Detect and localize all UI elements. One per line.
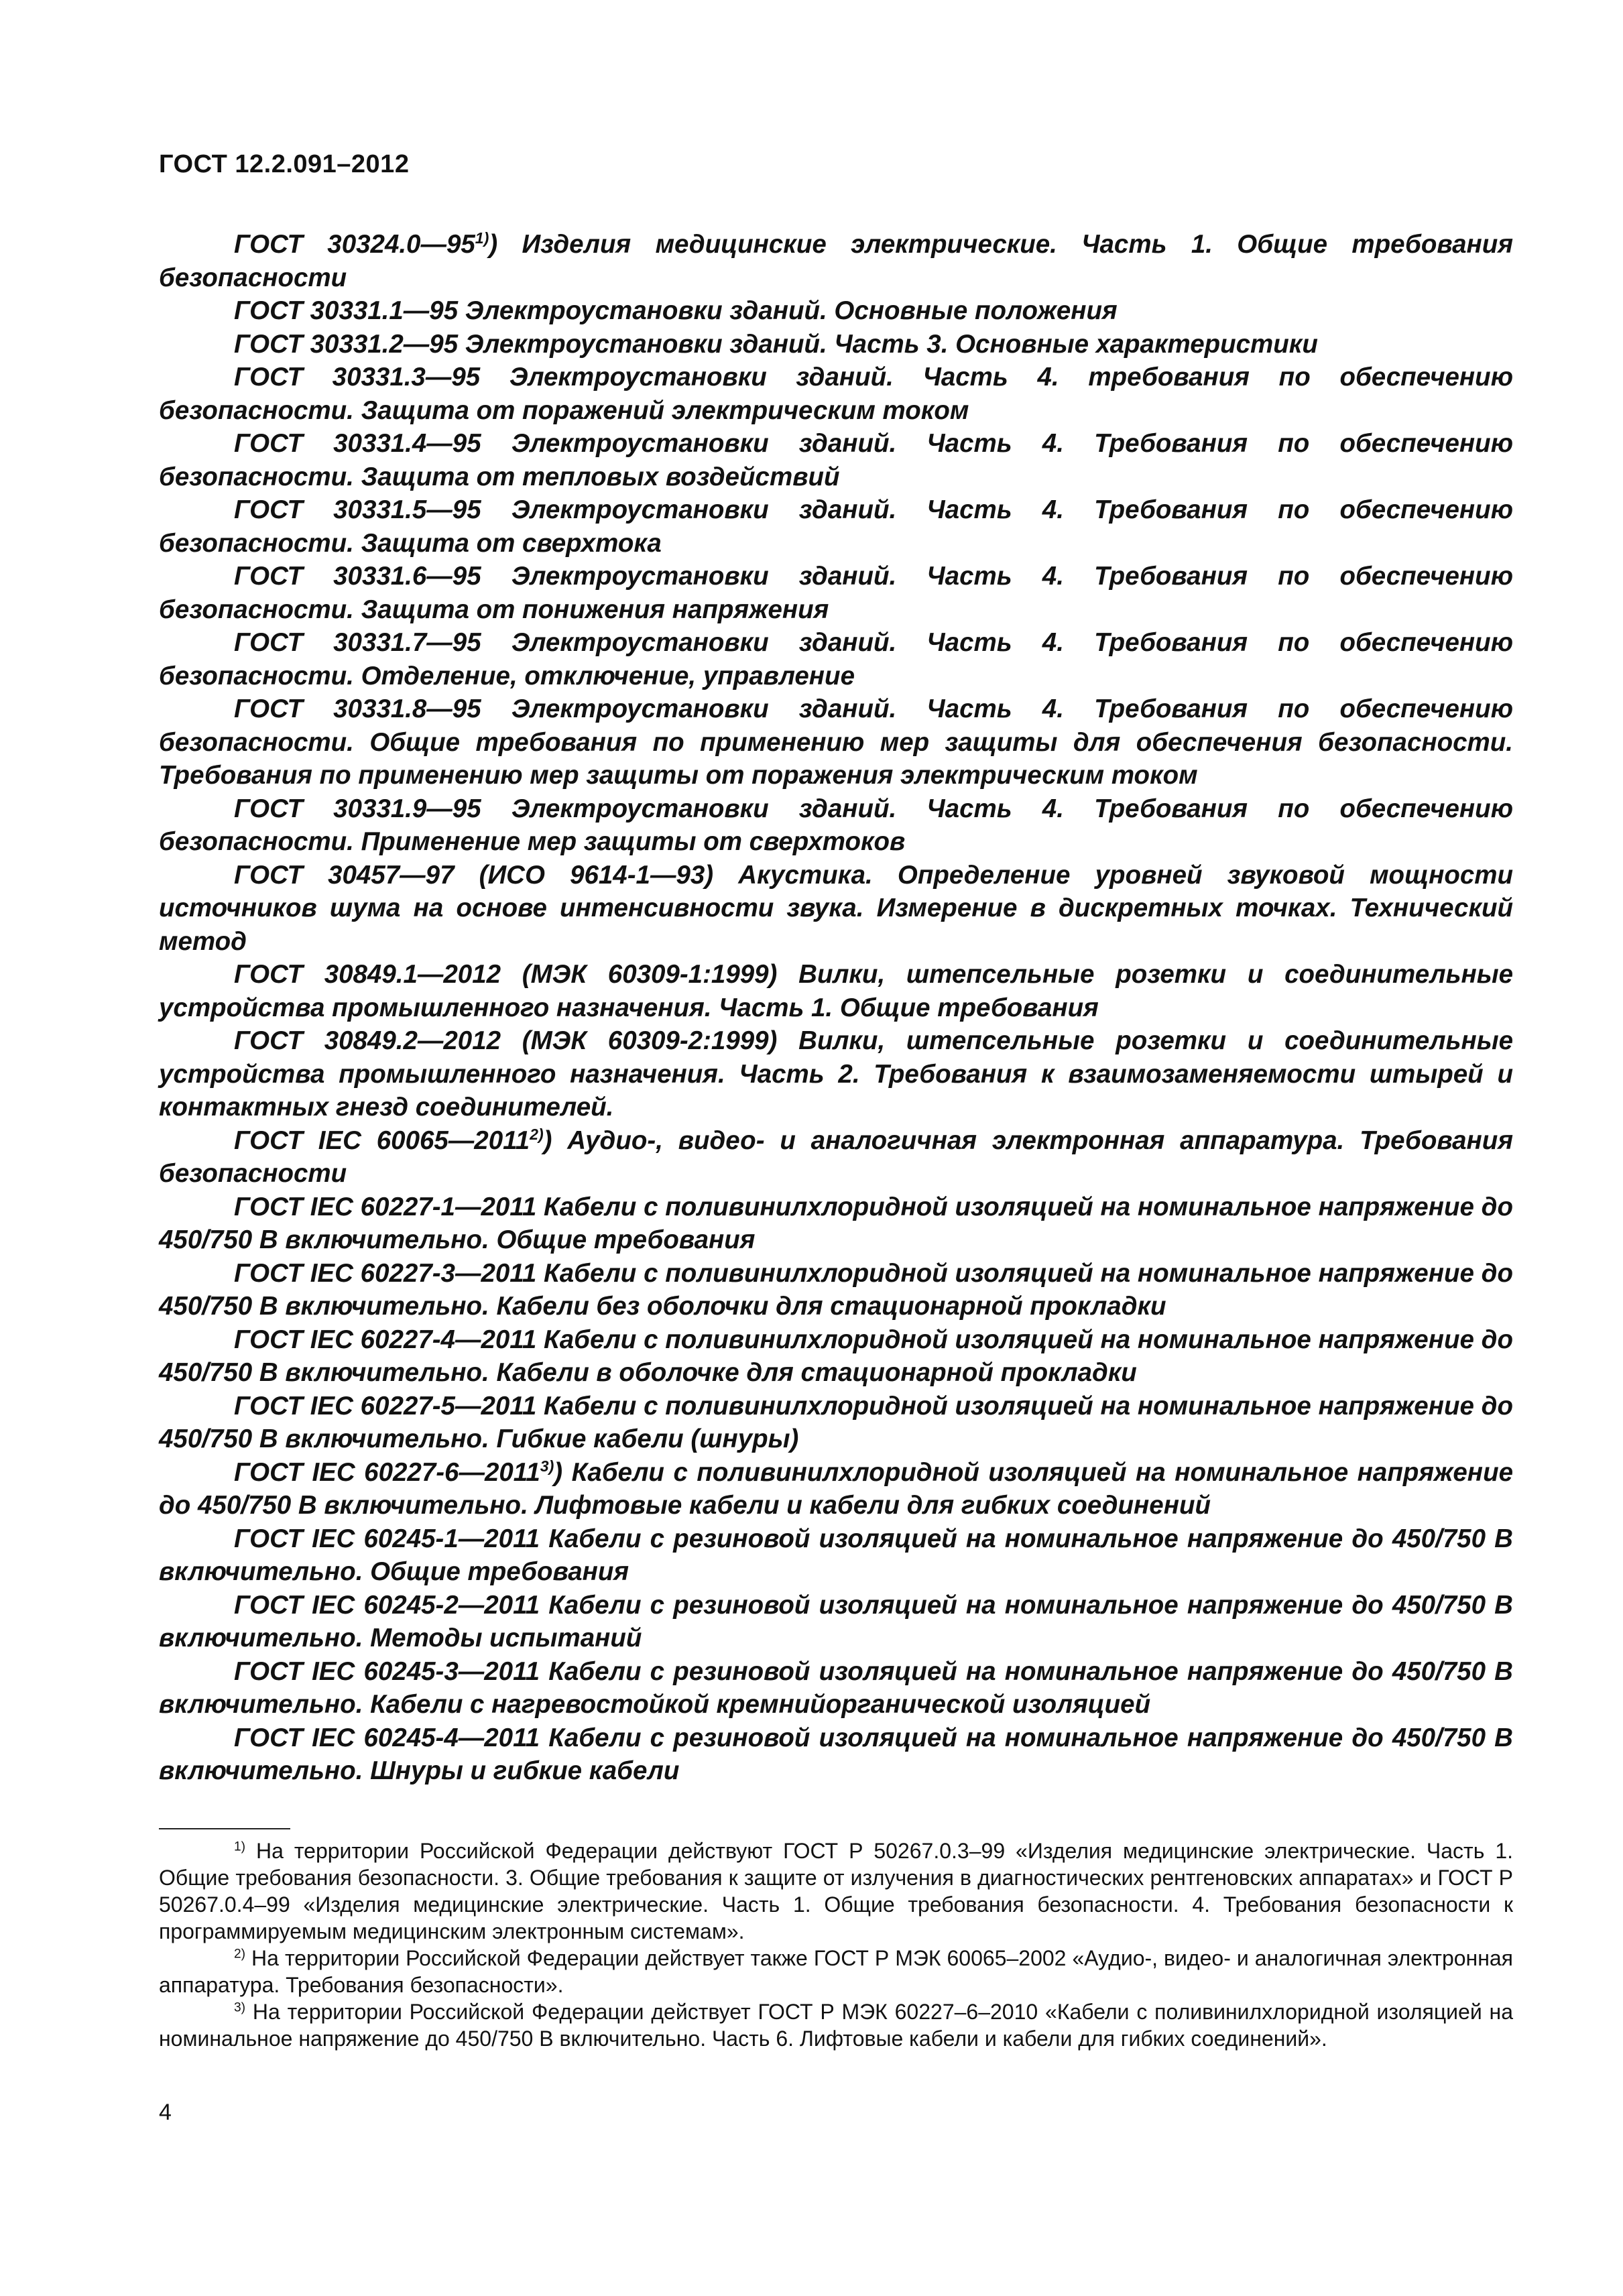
reference-text: ГОСТ IEC 60245-1—2011 Кабели с резиновой изоляцией на номинальное напряжение до 450/750 В включительно. Общие требования (159, 1524, 1513, 1586)
reference-text: ГОСТ IEC 60227-4—2011 Кабели с поливинилхлоридной изоляцией на номинальное напряжение до 450/750 В включительно. Кабели в оболочке для стационарной прокладки (159, 1325, 1513, 1387)
reference-item (159, 1024, 1513, 1124)
reference-text: ГОСТ IEC 60227-5—2011 Кабели с поливинилхлоридной изоляцией на номинальное напряжение до 450/750 В включительно. Гибкие кабели (шнуры) (159, 1391, 1513, 1453)
reference-text: ГОСТ 30331.7—95 Электроустановки зданий. Часть 4. Требования по обеспечению безопасности. Отделение, отключение, управление (159, 628, 1513, 690)
reference-text: ГОСТ 30849.1—2012 (МЭК 60309-1:1999) Вилки, штепсельные розетки и соединительные устройства промышленного назначения. Часть 1. Общие требования (159, 960, 1513, 1022)
reference-item (159, 427, 1513, 493)
reference-text: ГОСТ IEC 60227-3—2011 Кабели с поливинилхлоридной изоляцией на номинальное напряжение до 450/750 В включительно. Кабели без оболочки для стационарной прокладки (159, 1258, 1513, 1321)
footnote-item (159, 1945, 1513, 1998)
footnote-marker: 2) (530, 1125, 544, 1143)
reference-text-tail: ) Аудио-, видео- и аналогичная электронная аппаратура. Требования безопасности (159, 1126, 1513, 1188)
reference-item (159, 692, 1513, 792)
footnote-text: На территории Российской Федерации действует также ГОСТ Р МЭК 60065–2002 «Аудио-, видео- и аналогичная электронная аппаратура. Требования безопасности». (159, 1946, 1513, 1997)
reference-text: ГОСТ 30331.3—95 Электроустановки зданий. Часть 4. требования по обеспечению безопасности. Защита от поражений электрическим током (159, 363, 1513, 425)
reference-item (159, 1721, 1513, 1788)
reference-item (159, 228, 1513, 294)
footnote-marker: 3) (540, 1457, 554, 1475)
reference-item (159, 958, 1513, 1024)
reference-text: ГОСТ 30331.9—95 Электроустановки зданий. Часть 4. Требования по обеспечению безопасности. Применение мер защиты от сверхтоков (159, 794, 1513, 856)
reference-text: ГОСТ IEC 60227-1—2011 Кабели с поливинилхлоридной изоляцией на номинальное напряжение до 450/750 В включительно. Общие требования (159, 1192, 1513, 1254)
reference-item (159, 1456, 1513, 1522)
footnote-mark: 1) (234, 1839, 246, 1854)
reference-text: ГОСТ 30324.0—95 (234, 230, 475, 259)
reference-text: ГОСТ IEC 60065—2011 (234, 1126, 530, 1155)
reference-item (159, 1589, 1513, 1655)
reference-item (159, 361, 1513, 427)
footnote-item (159, 1998, 1513, 2052)
reference-item (159, 328, 1513, 361)
reference-text: ГОСТ 30457—97 (ИСО 9614-1—93) Акустика. Определение уровней звуковой мощности источников шума на основе интенсивности звука. Измерение в дискретных точках. Технический метод (159, 860, 1513, 956)
reference-text: ГОСТ IEC 60245-4—2011 Кабели с резиновой изоляцией на номинальное напряжение до 450/750 В включительно. Шнуры и гибкие кабели (159, 1723, 1513, 1785)
footnotes-block (159, 1837, 1513, 2052)
footnote-mark: 2) (234, 1947, 246, 1961)
footnote-marker: 1) (475, 229, 489, 247)
reference-item (159, 1257, 1513, 1323)
reference-text: ГОСТ 30331.4—95 Электроустановки зданий. Часть 4. Требования по обеспечению безопасности. Защита от тепловых воздействий (159, 429, 1513, 491)
reference-text: ГОСТ 30331.2—95 Электроустановки зданий. Часть 3. Основные характеристики (234, 329, 1318, 359)
reference-item (159, 560, 1513, 626)
reference-text-tail: ) Изделия медицинские электрические. Часть 1. Общие требования безопасности (159, 230, 1513, 292)
reference-item (159, 1522, 1513, 1589)
reference-item (159, 1655, 1513, 1721)
reference-item (159, 294, 1513, 328)
reference-text: ГОСТ IEC 60245-2—2011 Кабели с резиновой изоляцией на номинальное напряжение до 450/750 В включительно. Методы испытаний (159, 1590, 1513, 1652)
reference-item (159, 792, 1513, 859)
reference-item (159, 1124, 1513, 1191)
reference-text: ГОСТ IEC 60227-6—2011 (234, 1457, 540, 1487)
footnote-item (159, 1837, 1513, 1945)
reference-text: ГОСТ 30331.1—95 Электроустановки зданий. Основные положения (234, 296, 1118, 325)
reference-text: ГОСТ 30331.6—95 Электроустановки зданий. Часть 4. Требования по обеспечению безопасности. Защита от понижения напряжения (159, 562, 1513, 624)
reference-item (159, 1191, 1513, 1257)
reference-text: ГОСТ IEC 60245-3—2011 Кабели с резиновой изоляцией на номинальное напряжение до 450/750 В включительно. Кабели с нагревостойкой кремнийорганической изоляцией (159, 1656, 1513, 1719)
reference-text-tail: ) Кабели с поливинилхлоридной изоляцией на номинальное напряжение до 450/750 В включительно. Лифтовые кабели и кабели для гибких соединений (159, 1457, 1513, 1520)
footnote-separator (159, 1828, 290, 1829)
footnote-text: На территории Российской Федерации действует ГОСТ Р МЭК 60227–6–2010 «Кабели с поливинилхлоридной изоляцией на номинальное напряжение до 450/750 В включительно. Часть 6. Лифтовые кабели и кабели для гибких соединений». (159, 2000, 1513, 2051)
reference-item (159, 1323, 1513, 1390)
reference-text: ГОСТ 30849.2—2012 (МЭК 60309-2:1999) Вилки, штепсельные розетки и соединительные устройства промышленного назначения. Часть 2. Требования к взаимозаменяемости штырей и контактных гнезд соединителей. (159, 1026, 1513, 1122)
reference-item (159, 493, 1513, 560)
reference-item (159, 1390, 1513, 1456)
reference-item (159, 626, 1513, 692)
reference-text: ГОСТ 30331.5—95 Электроустановки зданий. Часть 4. Требования по обеспечению безопасности. Защита от сверхтока (159, 495, 1513, 558)
reference-item (159, 859, 1513, 959)
footnote-text: На территории Российской Федерации действуют ГОСТ Р 50267.0.3–99 «Изделия медицинские электрические. Часть 1. Общие требования безопасности. 3. Общие требования к защите от излучения в диагностических рентгеновских аппаратах» и ГОСТ Р 50267.0.4–99 «Изделия медицинские электрические. Часть 1. Общие требования безопасности. 4. Требования безопасности к программируемым медицинским электронным системам». (159, 1839, 1513, 1943)
footnote-mark: 3) (234, 2000, 246, 2015)
normative-references-list (159, 228, 1513, 1788)
page-header-title: ГОСТ 12.2.091–2012 (159, 150, 410, 178)
reference-text: ГОСТ 30331.8—95 Электроустановки зданий. Часть 4. Требования по обеспечению безопасности. Общие требования по применению мер защиты для обеспечения безопасности. Требования по применению мер защиты от поражения электрическим током (159, 694, 1513, 790)
page-number: 4 (159, 2100, 172, 2125)
